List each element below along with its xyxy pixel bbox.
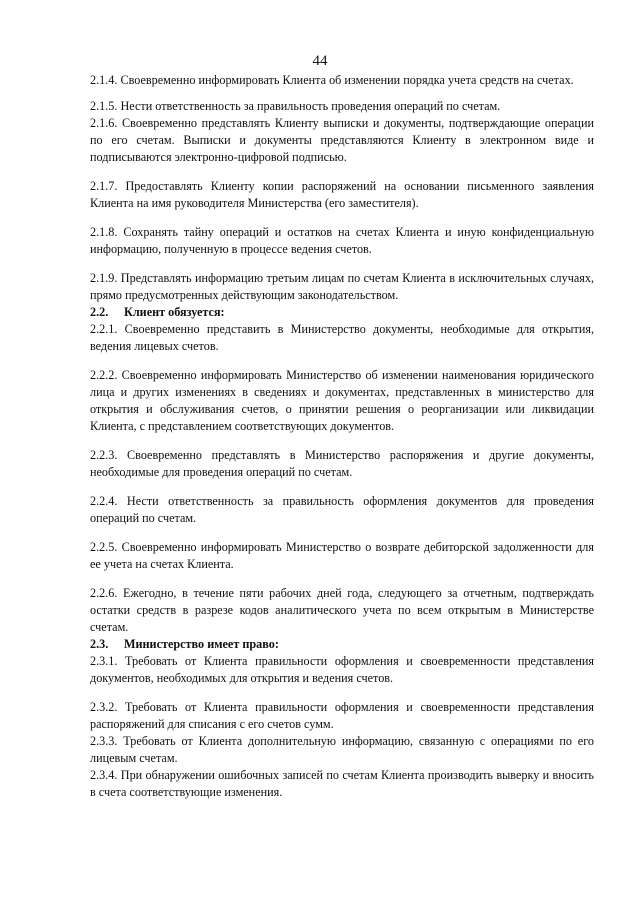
clause-2-1-8: 2.1.8. Сохранять тайну операций и остатков на счетах Клиента и иную конфиденциальную информацию, полученную в процессе ведения счетов. [90,225,594,256]
section-heading-2-3 [90,636,594,653]
clause-2-1-6: 2.1.6. Своевременно представлять Клиенту выписки и документы, подтверждающие операции по его счетам. Выписки и документы представляются Клиенту в электронном виде и подписываются электронно-цифровой подписью. [90,116,594,164]
clause-2-1-5: 2.1.5. Нести ответственность за правильность проведения операций по счетам. [90,99,501,113]
document-body [90,72,594,801]
clause-2-3-1: 2.3.1. Требовать от Клиента правильности оформления и своевременности представления документов, необходимых для открытия и ведения счетов. [90,654,594,685]
clause-2-1-9: 2.1.9. Представлять информацию третьим лицам по счетам Клиента в исключительных случаях, прямо предусмотренных действующим законодательством. [90,271,594,302]
clause-2-2-1: 2.2.1. Своевременно представить в Министерство документы, необходимые для открытия, ведения лицевых счетов. [90,322,594,353]
page-number: 44 [312,53,328,69]
clause-2-2-6: 2.2.6. Ежегодно, в течение пяти рабочих дней года, следующего за отчетным, подтверждать остатки средств в разрезе кодов аналитического учета по всем открытым в Министерстве счетам. [90,586,594,634]
section-heading-2-2 [90,304,594,321]
section-title: Клиент обязуется: [124,305,225,319]
section-number: 2.3. [90,637,109,651]
clause-2-3-2: 2.3.2. Требовать от Клиента правильности оформления и своевременности представления распоряжений для списания с его счетов сумм. [90,700,594,731]
clause-2-2-5: 2.2.5. Своевременно информировать Министерство о возврате дебиторской задолженности для ее учета на счетах Клиента. [90,540,594,571]
clause-2-2-2: 2.2.2. Своевременно информировать Министерство об изменении наименования юридического лица и других изменениях в сведениях и документах, представленных в министерство для открытия и обслуживания счетов, о принятии решения о реорганизации или ликвидации Клиента, с представлением соответствующих документов. [90,368,594,433]
section-title: Министерство имеет право: [124,637,279,651]
clause-2-1-4: 2.1.4. Своевременно информировать Клиента об изменении порядка учета средств на счетах. [90,73,574,87]
section-number: 2.2. [90,305,109,319]
clause-2-3-4: 2.3.4. При обнаружении ошибочных записей по счетам Клиента производить выверку и вносить в счета соответствующие изменения. [90,768,594,799]
clause-2-2-4: 2.2.4. Нести ответственность за правильность оформления документов для проведения операций по счетам. [90,494,594,525]
clause-2-3-3: 2.3.3. Требовать от Клиента дополнительную информацию, связанную с операциями по его лицевым счетам. [90,734,594,765]
clause-2-2-3: 2.2.3. Своевременно представлять в Министерство распоряжения и другие документы, необходимые для проведения операций по счетам. [90,448,594,479]
clause-2-1-7: 2.1.7. Предоставлять Клиенту копии распоряжений на основании письменного заявления Клиента на имя руководителя Министерства (его заместителя). [90,179,594,210]
